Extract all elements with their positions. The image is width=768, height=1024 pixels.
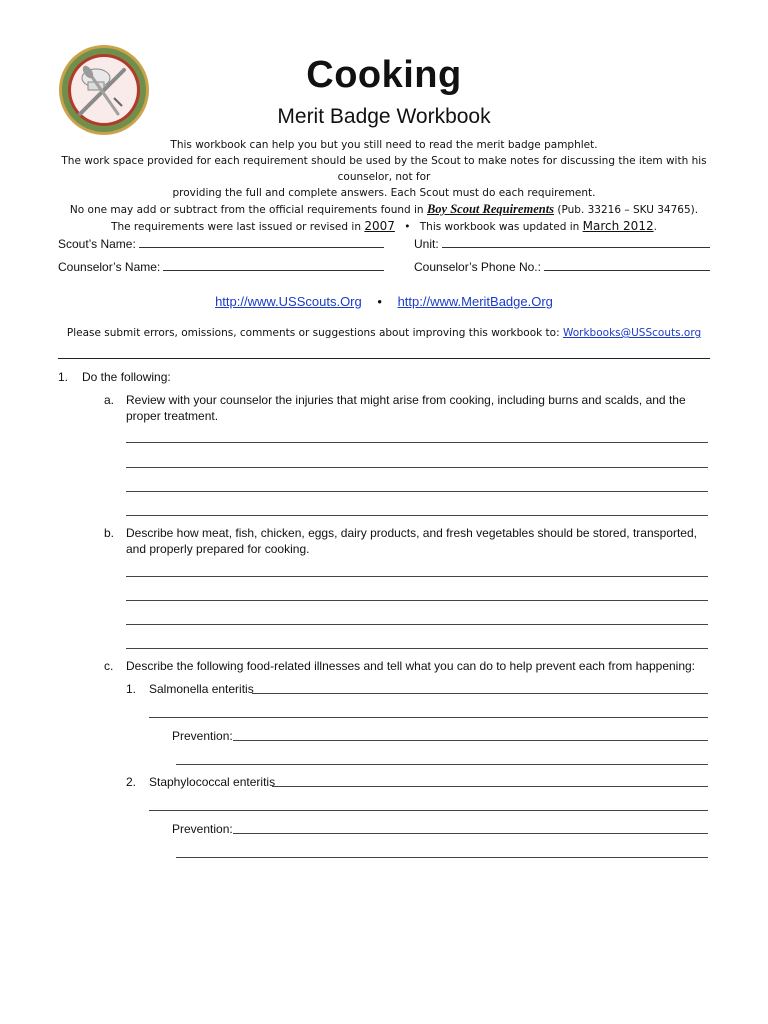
intro-line-3: providing the full and complete answers. Each Scout must do each requirement.: [172, 187, 596, 199]
answer-line[interactable]: [126, 624, 708, 625]
prevention-label: Prevention:: [172, 822, 233, 836]
bullet-separator: •: [404, 221, 411, 233]
intro-line-1: This workbook can help you but you still need to read the merit badge pamphlet.: [170, 139, 598, 151]
intro-block: [58, 137, 710, 235]
req-1a-letter: a.: [104, 393, 115, 407]
req-1c1-number: 1.: [126, 682, 137, 696]
links-row: [0, 294, 768, 309]
usscouts-link[interactable]: http://www.USScouts.Org: [215, 294, 362, 309]
prevention-label: Prevention:: [172, 729, 233, 743]
scout-name-line[interactable]: [139, 235, 384, 248]
req-1c-letter: c.: [104, 659, 114, 673]
unit-line[interactable]: [442, 235, 710, 248]
intro-line-5b: This workbook was updated in: [419, 221, 580, 233]
req-1c2-text: Staphylococcal enteritis: [149, 775, 276, 789]
page-subtitle: Merit Badge Workbook: [277, 105, 491, 128]
prevention-line[interactable]: [233, 833, 708, 834]
answer-line[interactable]: [272, 786, 708, 787]
req-1a-text: Review with your counselor the injuries that might arise from cooking, including burns and scalds, and the proper treatment.: [126, 393, 686, 423]
period: .: [653, 221, 657, 233]
req-1b-text: Describe how meat, fish, chicken, eggs, dairy products, and fresh vegetables should be stored, transported, and properly prepared for cooking.: [126, 526, 697, 556]
answer-line[interactable]: [126, 491, 708, 492]
counselor-name-line[interactable]: [163, 258, 384, 271]
field-row-1: [58, 235, 710, 251]
intro-line-5: [58, 218, 710, 235]
prevention-line[interactable]: [233, 740, 708, 741]
req-1c2-number: 2.: [126, 775, 137, 789]
unit-field[interactable]: [414, 235, 710, 251]
intro-line-2: The work space provided for each requirement should be used by the Scout to make notes for discussing the item with his counselor, not for: [61, 155, 707, 183]
answer-line[interactable]: [126, 515, 708, 516]
counselor-name-field[interactable]: [58, 258, 384, 274]
updated-date: March 2012: [582, 219, 654, 233]
scout-name-field[interactable]: [58, 235, 384, 251]
answer-line[interactable]: [126, 648, 708, 649]
workbooks-email-link[interactable]: Workbooks@USScouts.org: [562, 327, 702, 339]
req-1-number: 1.: [58, 370, 69, 384]
answer-line[interactable]: [126, 467, 708, 468]
meritbadge-link[interactable]: http://www.MeritBadge.Org: [397, 294, 553, 309]
req-1-text: Do the following:: [82, 370, 171, 384]
header-divider: [58, 358, 710, 359]
intro-line-4a: No one may add or subtract from the official requirements found in: [69, 204, 424, 216]
answer-line[interactable]: [126, 576, 708, 577]
intro-line-4: [58, 201, 710, 218]
intro-line-4b: (Pub. 33216 – SKU 34765).: [557, 204, 699, 216]
submit-text: Please submit errors, omissions, comments or suggestions about improving this workbook to:: [66, 327, 560, 339]
counselor-name-label: Counselor’s Name:: [58, 260, 161, 274]
req-1c1-text: Salmonella enteritis: [149, 682, 254, 696]
counselor-phone-line[interactable]: [544, 258, 710, 271]
answer-line[interactable]: [252, 693, 708, 694]
intro-line-5a: The requirements were last issued or revised in: [111, 221, 361, 233]
req-1c-text: Describe the following food-related illnesses and tell what you can do to help prevent each from happening:: [126, 659, 696, 673]
answer-line[interactable]: [126, 442, 708, 443]
prevention-line[interactable]: [176, 857, 708, 858]
counselor-phone-label: Counselor’s Phone No.:: [414, 260, 541, 274]
submit-note: [0, 327, 768, 339]
req-1b-letter: b.: [104, 526, 115, 540]
page-title: Cooking: [306, 54, 462, 96]
answer-line[interactable]: [149, 717, 708, 718]
link-separator: •: [377, 294, 382, 309]
prevention-line[interactable]: [176, 764, 708, 765]
counselor-phone-field[interactable]: [414, 258, 710, 274]
answer-line[interactable]: [126, 600, 708, 601]
unit-label: Unit:: [414, 237, 439, 251]
boy-scout-requirements-title: Boy Scout Requirements: [426, 202, 555, 216]
answer-line[interactable]: [149, 810, 708, 811]
scout-name-label: Scout’s Name:: [58, 237, 136, 251]
field-row-2: [58, 258, 710, 274]
issued-year: 2007: [364, 219, 395, 233]
